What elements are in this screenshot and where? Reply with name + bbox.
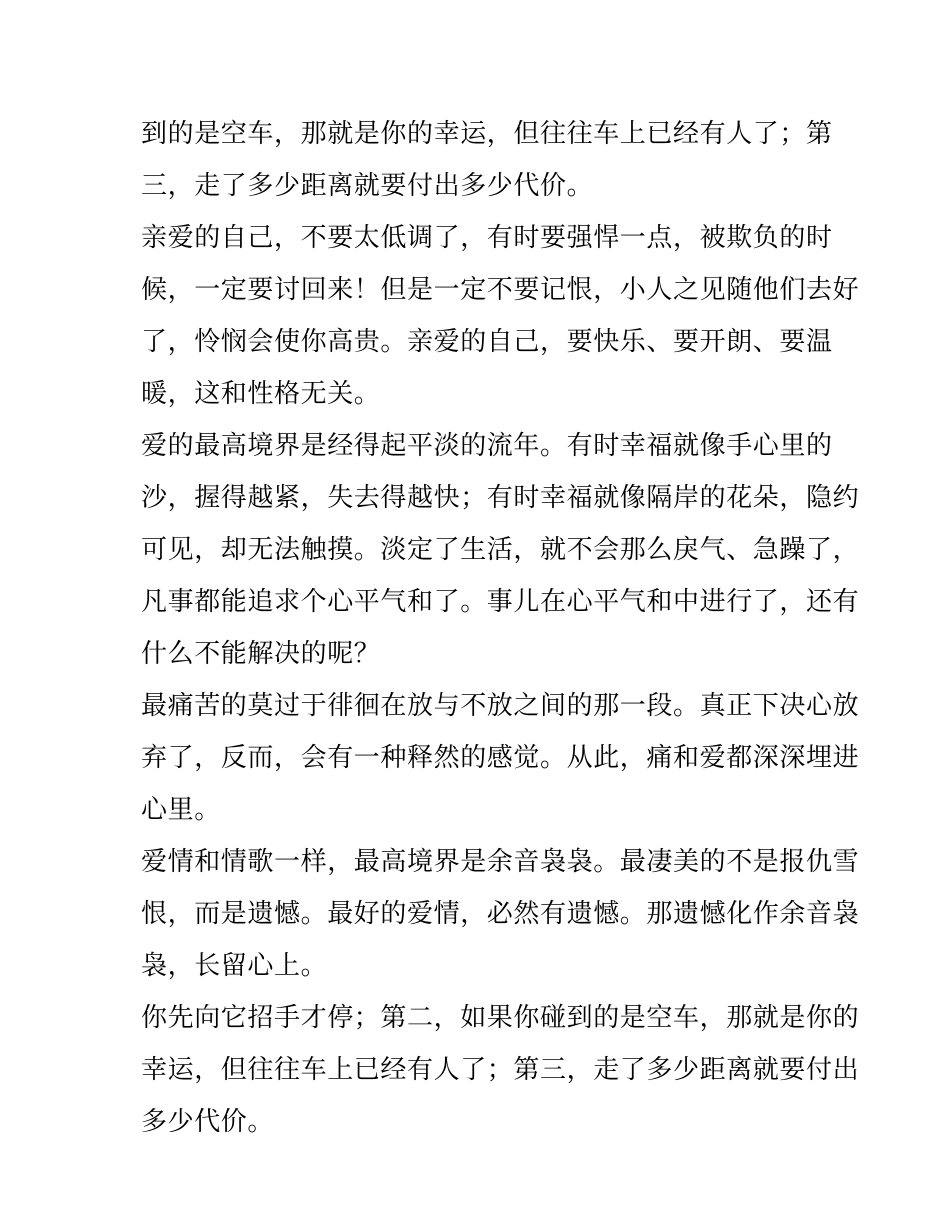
text-line: 了，怜悯会使你高贵。亲爱的自己，要快乐、要开朗、要温 <box>141 327 833 357</box>
text-line: 爱情和情歌一样，最高境界是余音袅袅。最凄美的不是报仇雪 <box>141 847 860 877</box>
text-line: 幸运，但往往车上已经有人了；第三，走了多少距离就要付出 <box>141 1055 860 1085</box>
body-text <box>141 108 860 1148</box>
text-line: 暖，这和性格无关。 <box>141 379 381 409</box>
text-line: 最痛苦的莫过于徘徊在放与不放之间的那一段。真正下决心放 <box>141 691 860 721</box>
text-line: 弃了，反而，会有一种释然的感觉。从此，痛和爱都深深埋进 <box>141 743 860 773</box>
text-line: 凡事都能追求个心平气和了。事儿在心平气和中进行了，还有 <box>141 587 860 617</box>
text-line: 到的是空车，那就是你的幸运，但往往车上已经有人了；第 <box>141 119 833 149</box>
text-line: 心里。 <box>141 795 221 825</box>
text-line: 你先向它招手才停；第二，如果你碰到的是空车，那就是你的 <box>141 1003 860 1033</box>
text-line: 候，一定要讨回来！但是一定不要记恨，小人之见随他们去好 <box>141 275 860 305</box>
text-line: 亲爱的自己，不要太低调了，有时要强悍一点，被欺负的时 <box>141 223 833 253</box>
text-line: 恨，而是遗憾。最好的爱情，必然有遗憾。那遗憾化作余音袅 <box>141 899 860 929</box>
text-line: 三，走了多少距离就要付出多少代价。 <box>141 171 594 201</box>
text-line: 多少代价。 <box>141 1107 275 1137</box>
text-line: 袅，长留心上。 <box>141 951 328 981</box>
text-line: 爱的最高境界是经得起平淡的流年。有时幸福就像手心里的 <box>141 431 833 461</box>
text-line: 沙，握得越紧，失去得越快；有时幸福就像隔岸的花朵，隐约 <box>141 483 860 513</box>
text-line: 什么不能解决的呢？ <box>141 639 381 669</box>
text-line: 可见，却无法触摸。淡定了生活，就不会那么戾气、急躁了， <box>141 535 860 565</box>
